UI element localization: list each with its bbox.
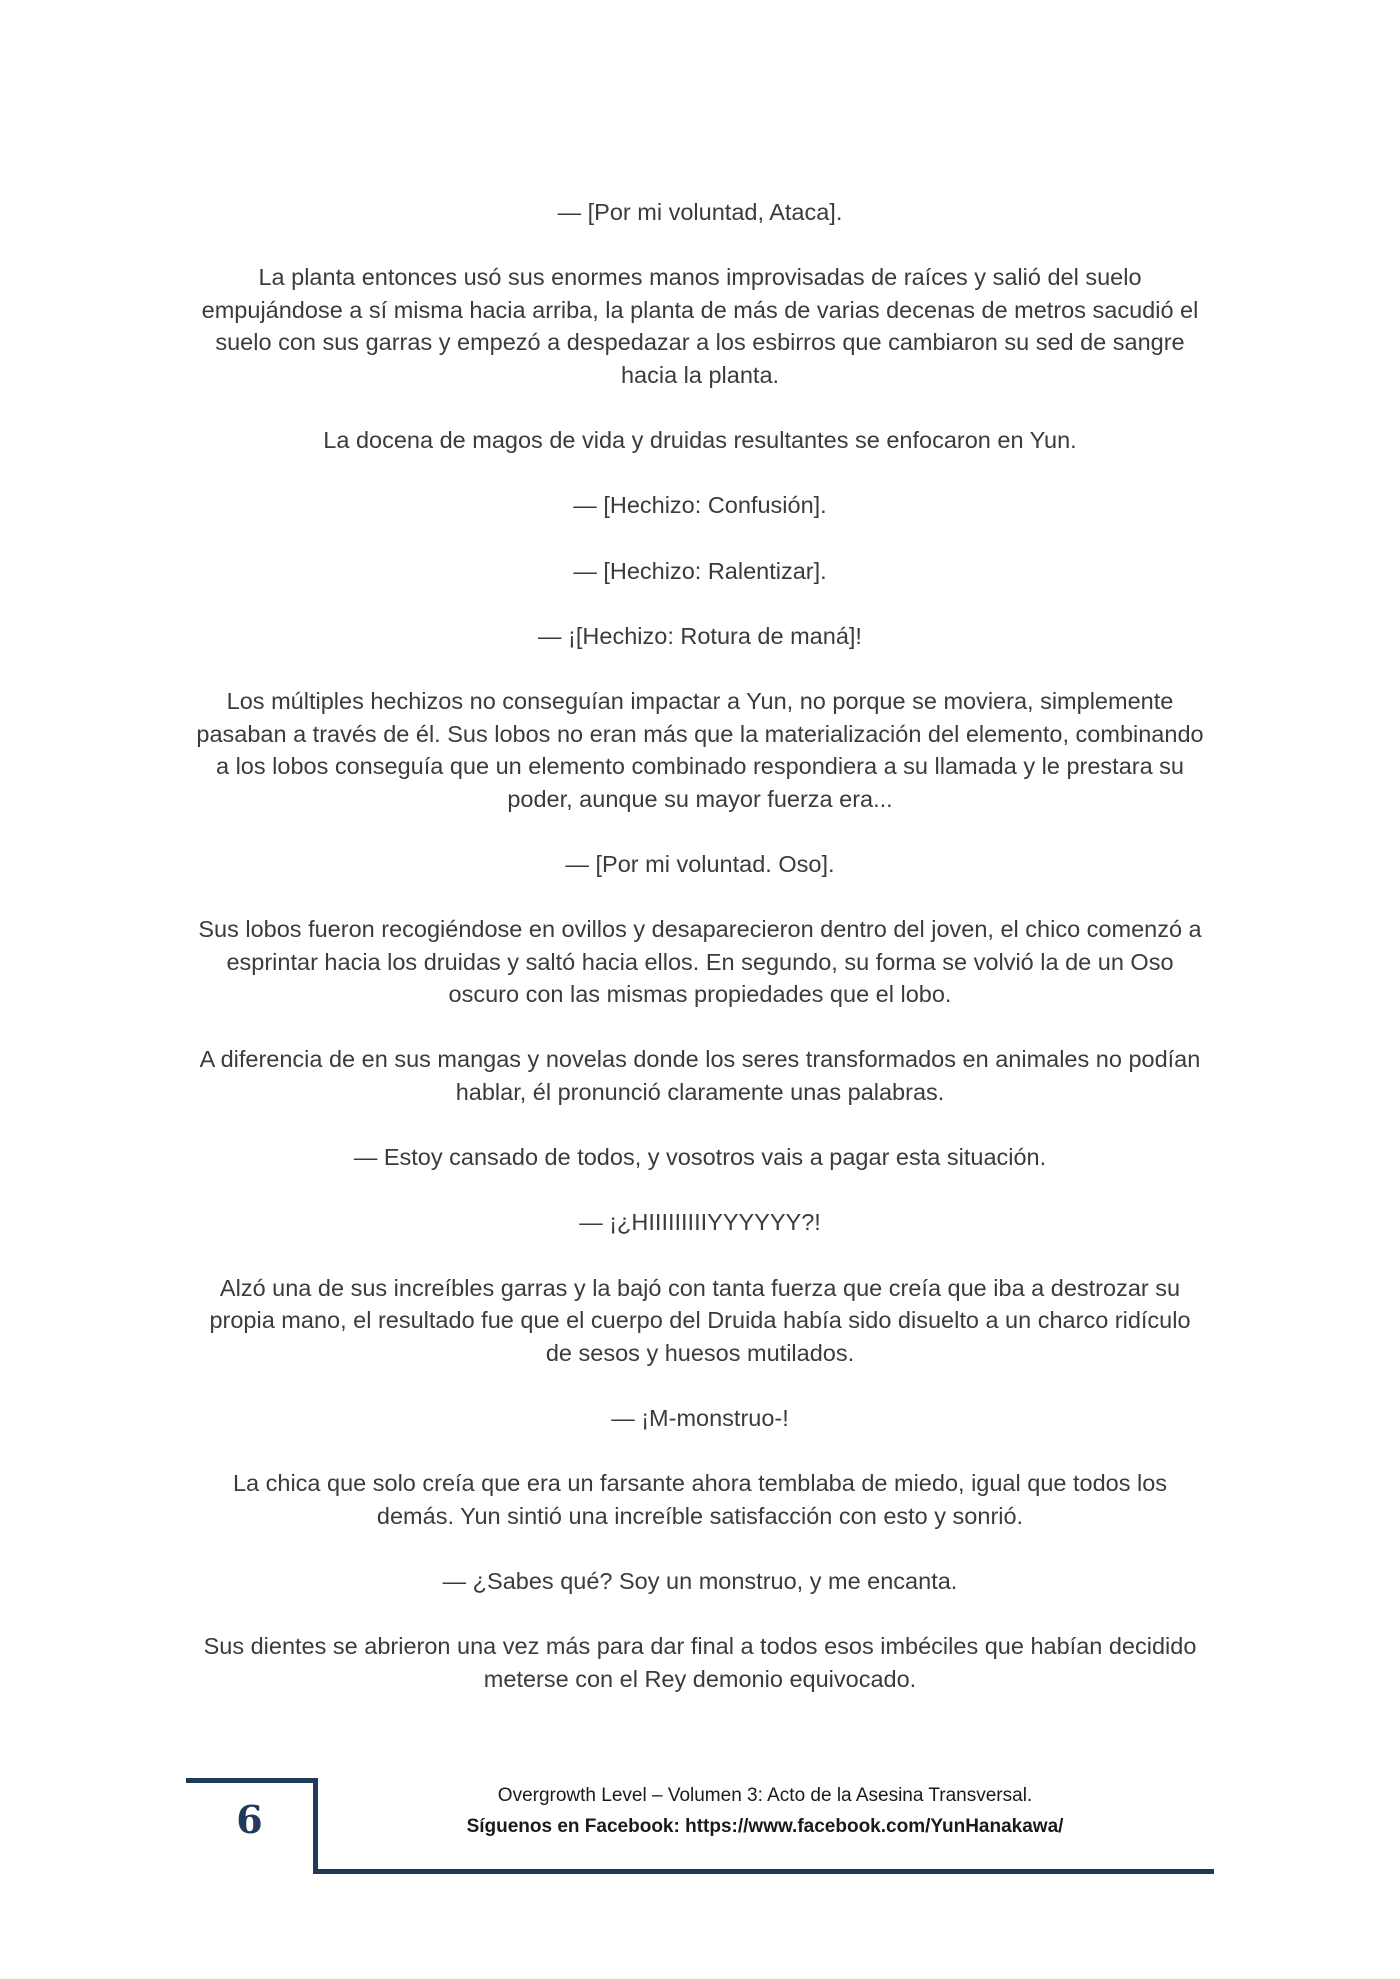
dialogue-line: — ¡¿HIIIIIIIIIYYYYYY?! xyxy=(579,1209,821,1236)
dialogue-line: — [Hechizo: Confusión]. xyxy=(573,492,827,519)
footer-divider-top xyxy=(186,1778,317,1783)
narrative-paragraph: Alzó una de sus increíbles garras y la bajó con tanta fuerza que creía que iba a destrozar su propia mano, el resultado fue que el cuerpo del Druida había sido disuelto a un charco ridículo de sesos y huesos mutilados. xyxy=(209,1274,1191,1366)
narrative-paragraph: Sus dientes se abrieron una vez más para dar final a todos esos imbéciles que habían decidido meterse con el Rey demonio equivocado. xyxy=(203,1633,1197,1692)
dialogue-line: — [Por mi voluntad. Oso]. xyxy=(565,850,835,877)
narrative-paragraph: Sus lobos fueron recogiéndose en ovillos y desaparecieron dentro del joven, el chico comenzó a esprintar hacia los druidas y saltó hacia ellos. En segundo, su forma se volvió la de un Oso oscuro con las mismas propiedades que el lobo. xyxy=(198,916,1202,1008)
footer-facebook-link[interactable]: Síguenos en Facebook: https://www.facebook.com/YunHanakawa/ xyxy=(466,1816,1064,1837)
footer-divider-vertical xyxy=(313,1778,318,1874)
dialogue-line: — Estoy cansado de todos, y vosotros vais a pagar esta situación. xyxy=(353,1144,1047,1171)
dialogue-line: — ¿Sabes qué? Soy un monstruo, y me encanta. xyxy=(442,1567,958,1594)
dialogue-line: — ¡[Hechizo: Rotura de maná]! xyxy=(538,622,862,649)
narrative-paragraph: La planta entonces usó sus enormes manos improvisadas de raíces y salió del suelo empujándose a sí misma hacia arriba, la planta de más de varias decenas de metros sacudió el suelo con sus garras y empezó a despedazar a los esbirros que cambiaron su sed de sangre hacia la planta. xyxy=(201,264,1199,388)
narrative-paragraph: La docena de magos de vida y druidas resultantes se enfocaron en Yun. xyxy=(323,427,1077,454)
dialogue-line: — [Hechizo: Ralentizar]. xyxy=(573,557,827,584)
narrative-paragraph: La chica que solo creía que era un farsante ahora temblaba de miedo, igual que todos los demás. Yun sintió una increíble satisfacción con esto y sonrió. xyxy=(232,1470,1168,1529)
narrative-paragraph: Los múltiples hechizos no conseguían impactar a Yun, no porque se moviera, simplemente pasaban a través de él. Sus lobos no eran más que la materialización del elemento, combinando a los lobos conseguía que un elemento combinado respondiera a su llamada y le prestara su poder, aunque su mayor fuerza era... xyxy=(196,687,1204,812)
dialogue-line: — [Por mi voluntad, Ataca]. xyxy=(557,199,843,225)
dialogue-line: — ¡M-monstruo-! xyxy=(611,1404,789,1431)
narrative-paragraph: A diferencia de en sus mangas y novelas donde los seres transformados en animales no podían hablar, él pronunció claramente unas palabras. xyxy=(199,1046,1201,1106)
page-body xyxy=(195,196,1205,1728)
footer-text xyxy=(330,1780,1200,1842)
footer-divider-bottom xyxy=(313,1869,1214,1874)
page-number: 6 xyxy=(236,1797,263,1842)
footer-book-title: Overgrowth Level – Volumen 3: Acto de la Asesina Transversal. xyxy=(497,1785,1033,1806)
